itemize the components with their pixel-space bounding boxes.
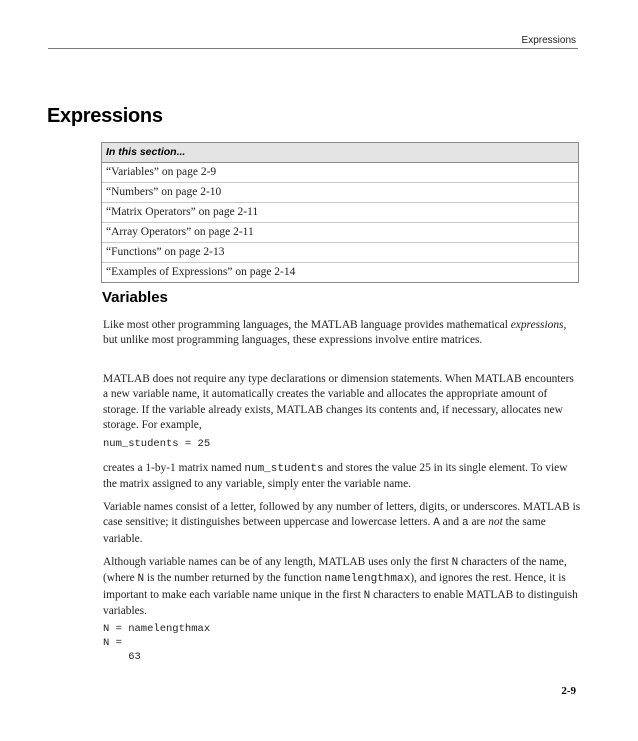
code-example-namelengthmax: N = namelengthmax N = 63	[103, 623, 211, 663]
paragraph-name-length-text-c: is the number returned by the function	[144, 572, 325, 585]
paragraph-name-length-text-a: Although variable names can be of any length, MATLAB uses only the first	[103, 556, 452, 568]
inline-code-num-students: num_students	[244, 463, 324, 475]
paragraph-variable-names	[103, 500, 581, 547]
inline-code-n-2: N	[137, 573, 145, 586]
paragraph-variable-names-text-d: the same variable.	[103, 516, 546, 545]
header-rule	[48, 48, 578, 49]
page-number: 2-9	[561, 685, 576, 697]
inline-code-n-3: N	[363, 589, 371, 602]
in-this-section-heading: In this section...	[102, 143, 578, 163]
toc-link-functions[interactable]: “Functions” on page 2-13	[102, 242, 578, 262]
running-header-title: Expressions	[521, 35, 576, 46]
paragraph-intro	[103, 318, 581, 349]
toc-link-array-operators[interactable]: “Array Operators” on page 2-11	[102, 222, 578, 242]
paragraph-intro-text-a: Like most other programming languages, the MATLAB language provides mathematical	[103, 319, 511, 331]
paragraph-variable-names-text-a: Variable names consist of a letter, followed by any number of letters, digits, or underscores. MATLAB is case sensitive; it distinguishes between uppercase and lowercase letters.	[103, 501, 581, 529]
paragraph-variable-names-text-b: and	[439, 516, 462, 529]
paragraph-declarations: MATLAB does not require any type declarations or dimension statements. When MATLAB encounters a new variable name, it automatically creates the variable and allocates the appropriate amount of storage. If the variable already exists, MATLAB changes its contents and, if necessary, allocates new storage. For example,	[103, 373, 574, 432]
paragraph-creates-matrix	[103, 461, 581, 493]
inline-code-n-1: N	[451, 557, 459, 569]
paragraph-variable-names-text-c: are	[468, 516, 489, 529]
toc-list	[102, 163, 578, 282]
paragraph-creates-matrix-text-a: creates a 1-by-1 matrix named	[103, 462, 245, 474]
code-example-assignment: num_students = 25	[103, 438, 211, 450]
inline-code-namelengthmax: namelengthmax	[324, 573, 411, 586]
toc-link-variables[interactable]: “Variables” on page 2-9	[106, 166, 217, 178]
section-title: Expressions	[47, 105, 163, 127]
toc-link-numbers[interactable]: “Numbers” on page 2-10	[102, 182, 578, 202]
toc-link-matrix-operators[interactable]: “Matrix Operators” on page 2-11	[102, 202, 578, 222]
paragraph-variable-names-emphasis: not	[488, 516, 503, 529]
paragraph-creates-matrix-text-b: and stores the value 25 in its single element. To view the matrix assigned to any variable, simply enter the variable name.	[103, 462, 568, 491]
paragraph-name-length	[103, 555, 581, 620]
inline-code-uppercase-a: A	[433, 517, 440, 530]
paragraph-name-length-text-e: characters to enable MATLAB to distinguish variables.	[103, 588, 578, 618]
subsection-title-variables: Variables	[102, 289, 168, 306]
toc-link-examples-of-expressions[interactable]: “Examples of Expressions” on page 2-14	[102, 262, 578, 282]
paragraph-intro-emphasis: expressions	[510, 319, 564, 331]
in-this-section-box	[101, 142, 579, 283]
paragraph-name-length-text-b: characters of the name, (where	[103, 556, 567, 585]
paragraph-name-length-text-d: ), and ignores the rest. Hence, it is important to make each variable name unique in the first	[103, 572, 566, 601]
paragraph-intro-text-b: , but unlike most programming languages, these expressions involve entire matrices.	[103, 319, 567, 347]
inline-code-lowercase-a: a	[461, 517, 469, 530]
